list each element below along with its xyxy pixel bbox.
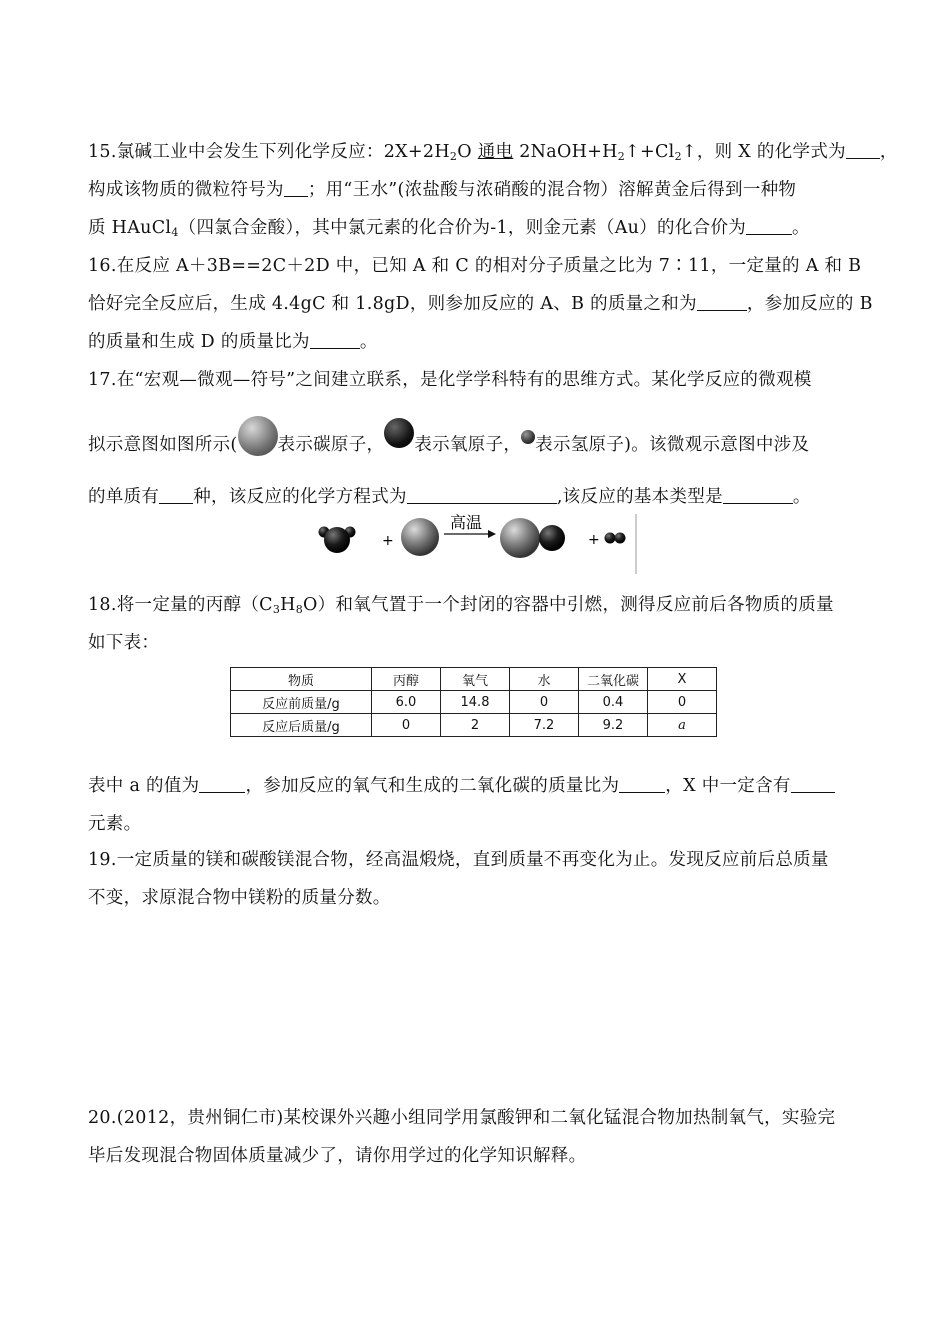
arrow-head xyxy=(488,530,496,538)
reaction-diagram xyxy=(310,514,640,576)
q17-number: 17. xyxy=(88,370,117,390)
q17-line-3: 的单质有 种，该反应的化学方程式为 ,该反应的基本类型是 。 xyxy=(88,487,811,507)
answer-blank[interactable] xyxy=(159,486,193,504)
answer-blank[interactable] xyxy=(284,179,308,197)
q17-line-2: 拟示意图如图所示( 表示碳原子， 表示氧原子， 表示氢原子)。该微观示意图中涉及 xyxy=(88,416,809,456)
answer-blank[interactable] xyxy=(619,775,665,793)
answer-blank[interactable] xyxy=(746,217,792,235)
answer-blank[interactable] xyxy=(697,293,747,311)
q18-line-3: 表中 a 的值为 ，参加反应的氧气和生成的二氧化碳的质量比为 ，X 中一定含有 xyxy=(88,772,835,797)
oxygen-atom-icon xyxy=(384,418,414,448)
q15-number: 15. xyxy=(88,142,117,162)
q17-line-1: 17.在“宏观—微观—符号”之间建立联系，是化学学科特有的思维方式。某化学反应的微观模 xyxy=(88,370,812,390)
answer-blank[interactable] xyxy=(407,486,557,504)
q20-line-2: 毕后发现混合物固体质量减少了，请你用学过的化学知识解释。 xyxy=(88,1146,587,1166)
carbon-monoxide-molecule xyxy=(500,518,565,558)
answer-blank[interactable] xyxy=(723,486,793,504)
answer-blank[interactable] xyxy=(199,775,245,793)
table-row: 反应前质量/g 6.0 14.8 0 0.4 0 xyxy=(231,691,717,714)
q15-line-1: 15.氯碱工业中会发生下列化学反应：$2X+2H_2O$ 通电 $2NaOH+H_2↑+Cl_2↑$，则 X 的化学式为 ， xyxy=(88,142,898,163)
q18-number: 18. xyxy=(88,595,117,615)
mass-table xyxy=(230,667,717,737)
q16-line-1: 16.在反应 A＋3B==2C＋2D 中，已知 A 和 C 的相对分子质量之比为 7∶11，一定量的 A 和 B xyxy=(88,256,862,276)
hydrogen-atom-icon xyxy=(521,430,535,444)
q19-line-2: 不变，求原混合物中镁粉的质量分数。 xyxy=(88,888,391,908)
q19-number: 19. xyxy=(88,850,117,870)
q18-line-4: 元素。 xyxy=(88,814,142,834)
q16-line-3: 的质量和生成 D 的质量比为 。 xyxy=(88,332,378,352)
reaction-condition: 通电 xyxy=(477,142,514,162)
water-molecule xyxy=(319,527,356,554)
q20-number: 20. xyxy=(88,1108,117,1128)
answer-blank[interactable] xyxy=(846,141,880,159)
carbon-atom xyxy=(401,518,439,556)
q18-line-1: 18.将一定量的丙醇$(C_3H_8O)$和氧气置于一个封闭的容器中引燃，测得反应前后各物质的质量 xyxy=(88,595,834,616)
reaction-condition-label: 高温 xyxy=(450,514,483,532)
q19-line-1: 19.一定质量的镁和碳酸镁混合物，经高温煅烧，直到质量不再变化为止。发现反应前后总质量 xyxy=(88,850,829,870)
q20-line-1: 20.(2012，贵州铜仁市)某校课外兴趣小组同学用氯酸钾和二氧化锰混合物加热制氧气，实验完 xyxy=(88,1108,836,1128)
plus-sign: + xyxy=(588,532,600,548)
q18-line-2: 如下表： xyxy=(88,633,160,653)
carbon-atom-icon xyxy=(238,416,278,456)
q16-number: 16. xyxy=(88,256,117,276)
answer-blank[interactable] xyxy=(791,775,835,793)
q15-line-2: 构成该物质的微粒符号为 ；用“王水”(浓盐酸与浓硝酸的混合物）溶解黄金后得到一种物 xyxy=(88,180,797,200)
q16-line-2: 恰好完全反应后，生成 4.4gC 和 1.8gD，则参加反应的 A、B 的质量之和为 ，参加反应的 B xyxy=(88,294,873,314)
table-header-row: 物质 丙醇 氧气 水 二氧化碳 X xyxy=(231,668,717,691)
plus-sign: + xyxy=(382,533,394,549)
q15-line-3: 质 HAuCl$_4$（四氯合金酸），其中氯元素的化合价为-1，则金元素（Au）的化合价为 。 xyxy=(88,218,810,239)
answer-blank[interactable] xyxy=(310,331,360,349)
table-row: 反应后质量/g 0 2 7.2 9.2 a xyxy=(231,714,717,737)
hydrogen-molecule xyxy=(605,533,626,544)
